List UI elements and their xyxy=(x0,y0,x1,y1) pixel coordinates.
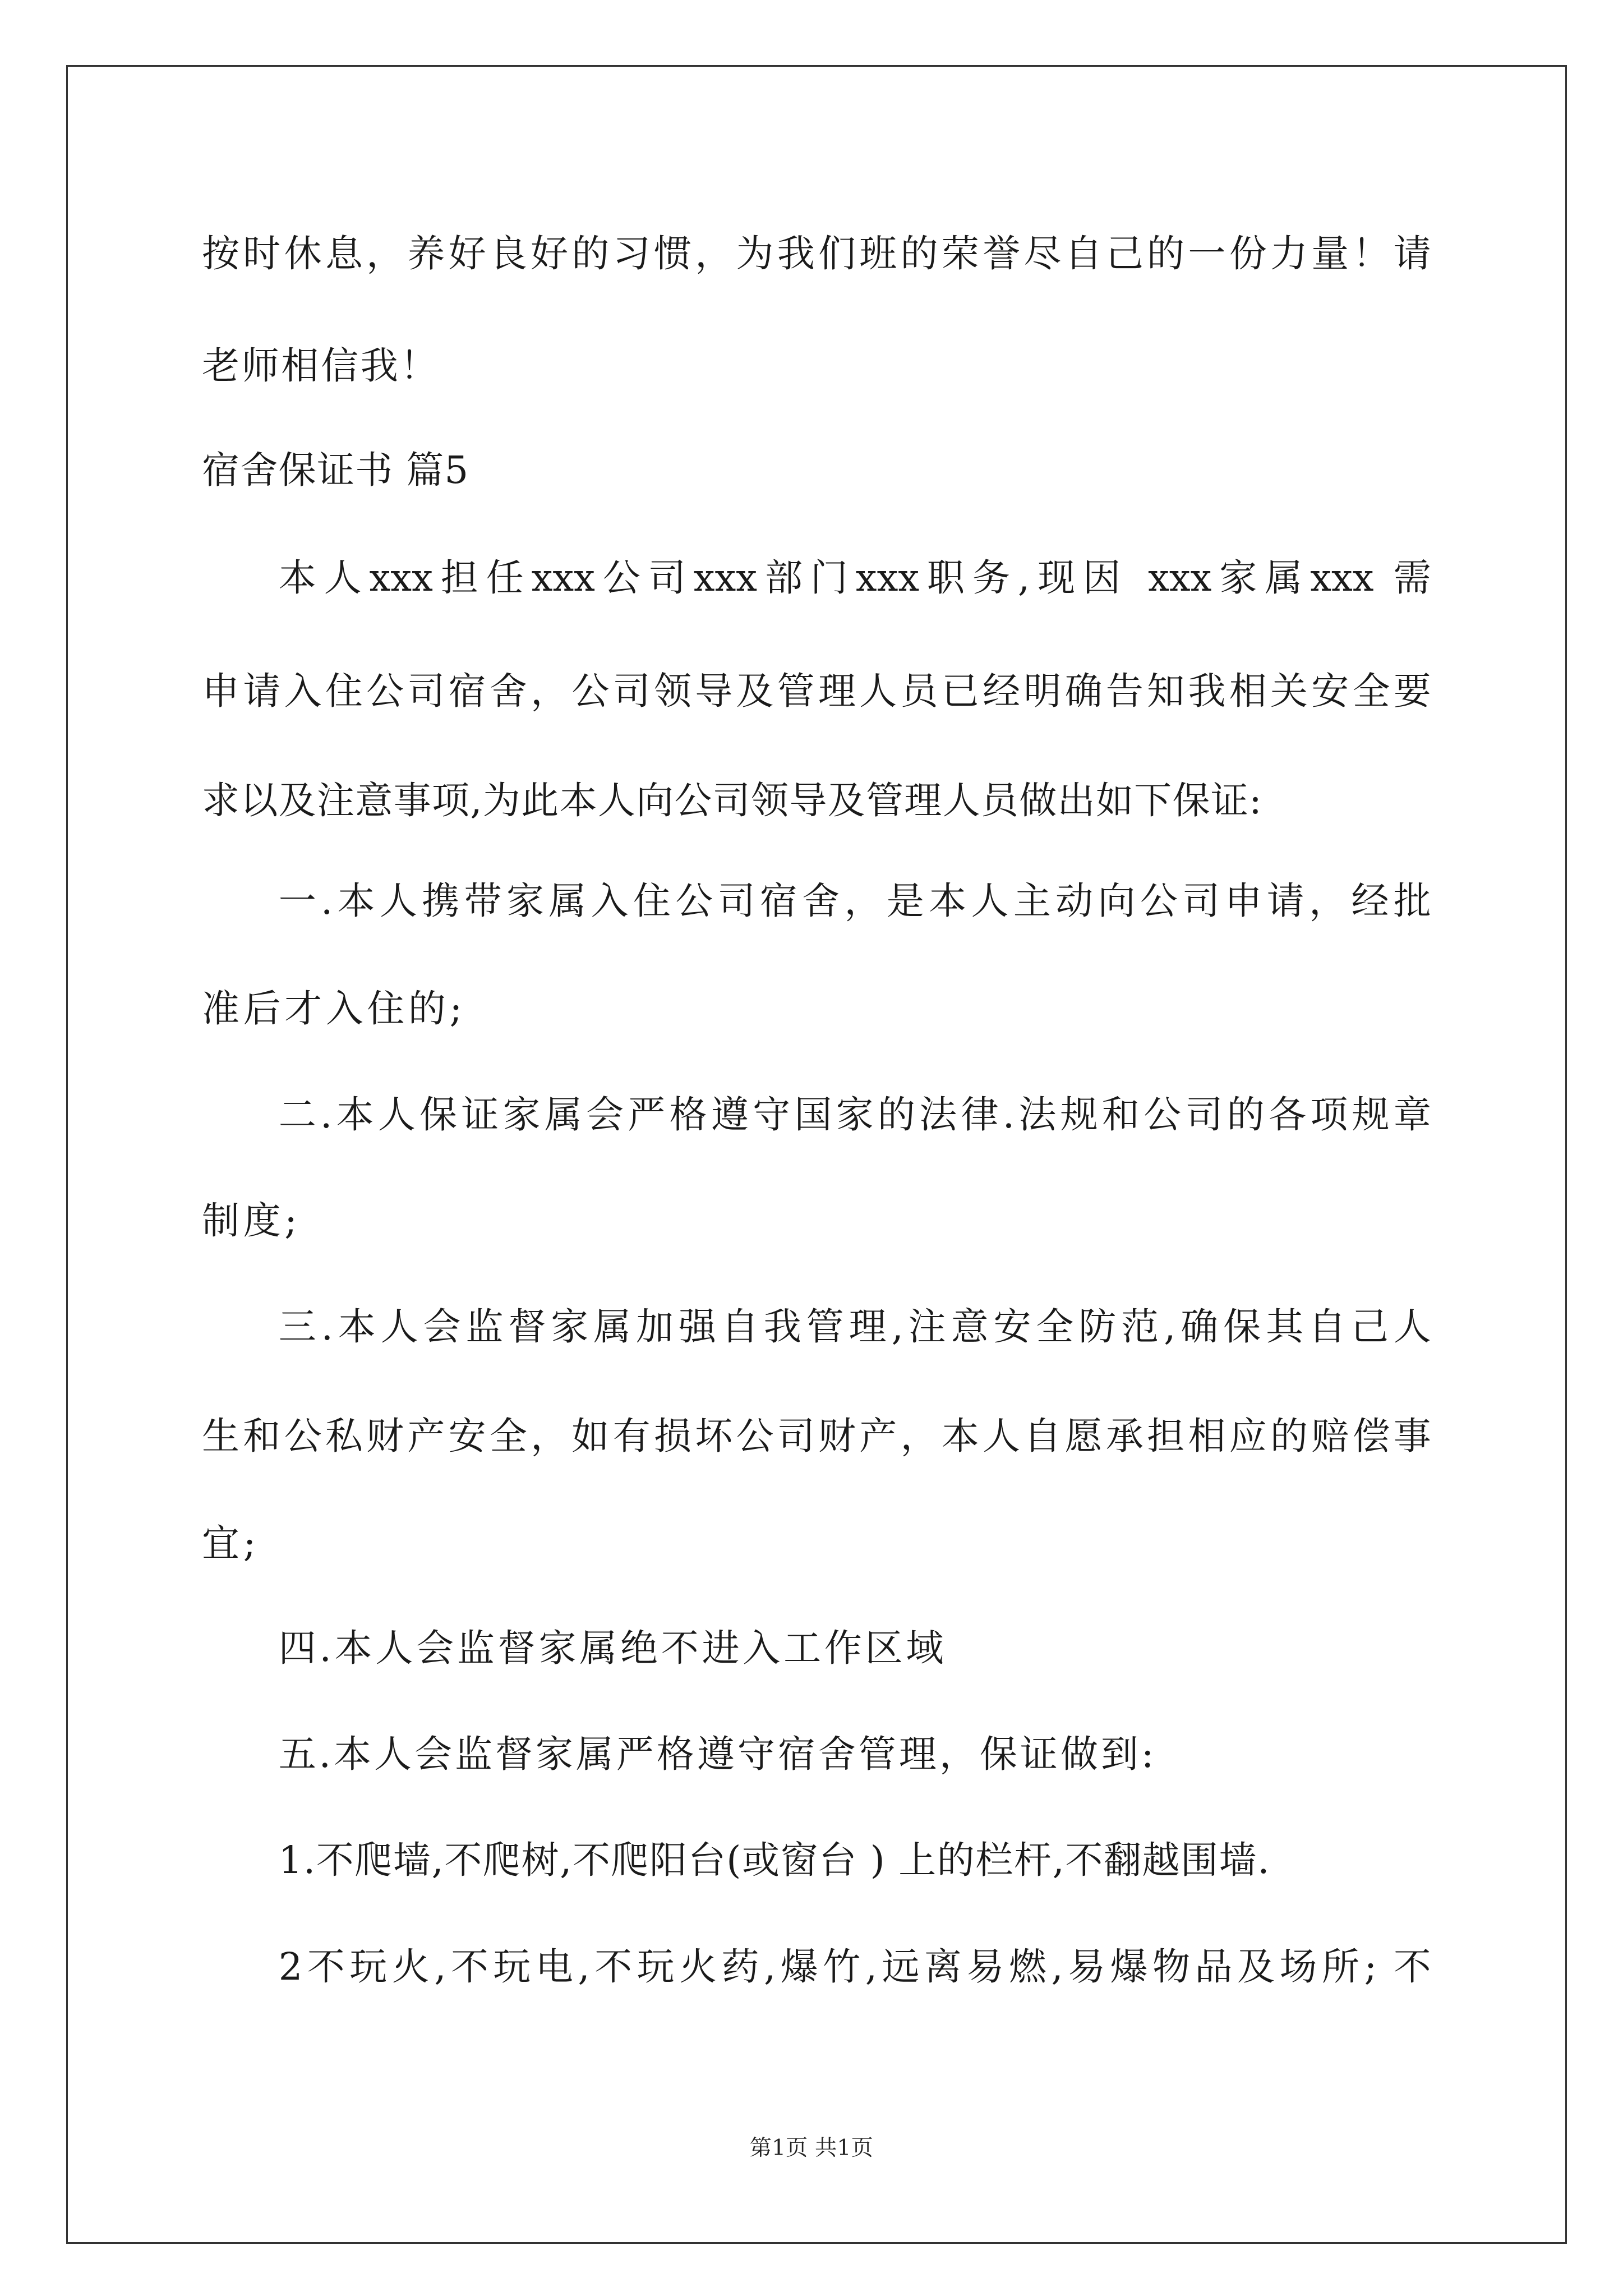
text-line-9: 二.本人保证家属会严格遵守国家的法律.法规和公司的各项规章 xyxy=(278,1092,1431,1137)
text-line-6: 求以及注意事项,为此本人向公司领导及管理人员做出如下保证: xyxy=(202,778,1263,822)
page-footer: 第1页 共1页 xyxy=(749,2134,873,2161)
text-line-17: 2不玩火,不玩电,不玩火药,爆竹,远离易燃,易爆物品及场所; 不 xyxy=(278,1944,1431,1989)
section-heading: 宿舍保证书 篇5 xyxy=(202,448,469,493)
text-line-11: 三.本人会监督家属加强自我管理,注意安全防范,确保其自己人 xyxy=(278,1305,1431,1349)
text-line-7: 一.本人携带家属入住公司宿舍，是本人主动向公司申请，经批 xyxy=(278,878,1431,923)
text-line-5: 申请入住公司宿舍，公司领导及管理人员已经明确告知我相关安全要 xyxy=(202,669,1431,714)
text-line-10: 制度; xyxy=(202,1198,301,1243)
text-line-1: 按时休息，养好良好的习惯，为我们班的荣誉尽自己的一份力量！请 xyxy=(202,231,1431,275)
text-line-4: 本人xxx担任xxx公司xxx部门xxx职务,现因 xxx家属xxx 需 xyxy=(278,556,1431,600)
text-line-8: 准后才入住的; xyxy=(202,986,466,1030)
text-line-16: 1.不爬墙,不爬树,不爬阳台(或窗台 ) 上的栏杆,不翻越围墙. xyxy=(278,1838,1271,1883)
text-line-15: 五.本人会监督家属严格遵守宿舍管理，保证做到: xyxy=(278,1732,1157,1777)
page-frame xyxy=(66,65,1566,2244)
text-line-14: 四.本人会监督家属绝不进入工作区域 xyxy=(278,1626,947,1671)
text-line-13: 宜; xyxy=(202,1521,260,1566)
text-line-12: 生和公私财产安全，如有损坏公司财产，本人自愿承担相应的赔偿事 xyxy=(202,1414,1431,1458)
text-line-2: 老师相信我！ xyxy=(202,343,440,388)
